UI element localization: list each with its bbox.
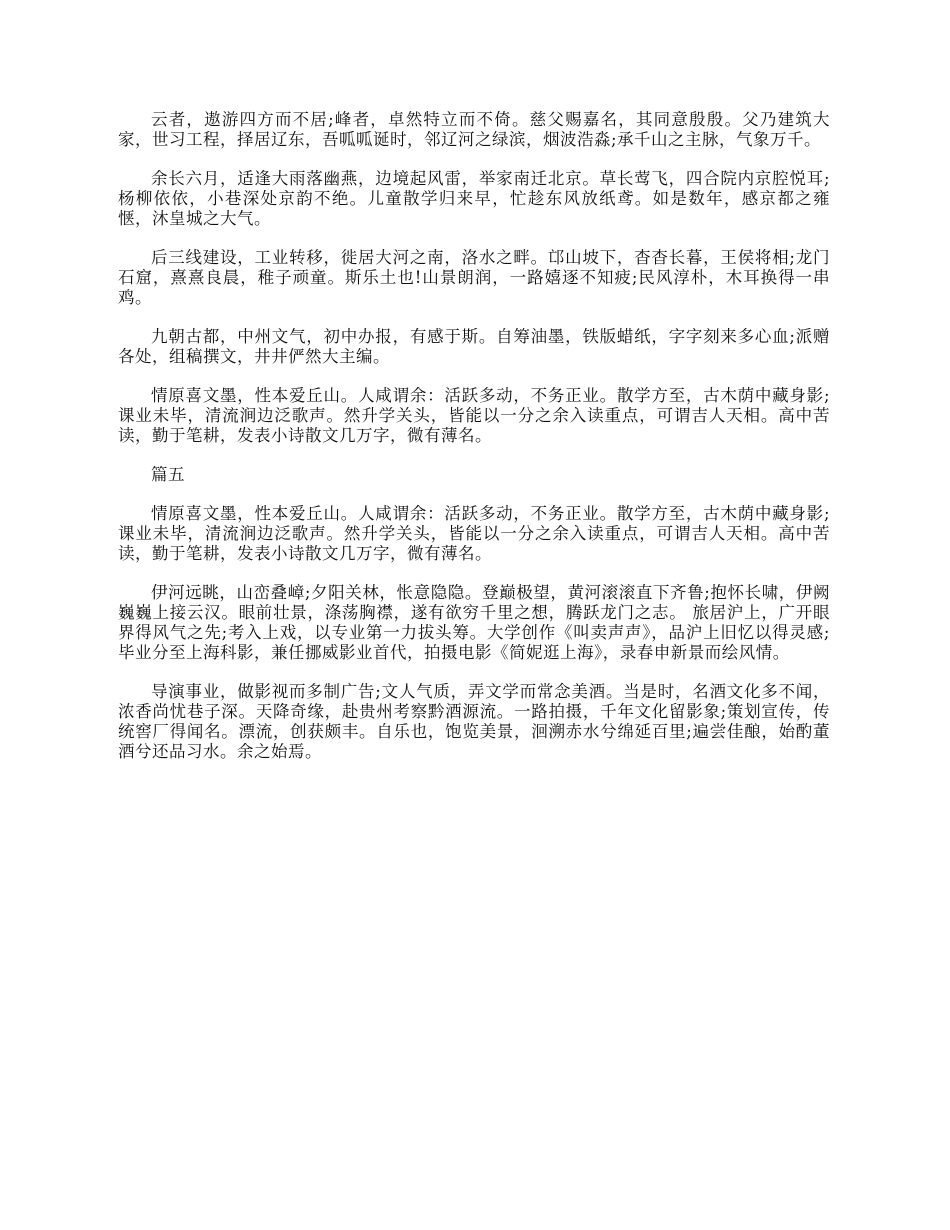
paragraph-2: 余长六月，适逢大雨落幽燕，边境起风雷，举家南迁北京。草长莺飞，四合院内京腔悦耳;杨柳依依，小巷深处京韵不绝。儿童散学归来早，忙趁东风放纸鸢。如是数年，感京都之雍惬，沐皇城之大气。 <box>118 169 830 228</box>
paragraph-1: 云者，遨游四方而不居;峰者，卓然特立而不倚。慈父赐嘉名，其同意殷殷。父乃建筑大家，世习工程，择居辽东，吾呱呱诞时，邻辽河之绿滨，烟波浩淼;承千山之主脉，气象万千。 <box>118 110 830 149</box>
section-heading: 篇五 <box>151 465 185 484</box>
paragraph-5: 情原喜文墨，性本爱丘山。人咸谓余：活跃多动，不务正业。散学方至，古木荫中藏身影;课业未毕，清流涧边泛歌声。然升学关头，皆能以一分之余入读重点，可谓吉人天相。高中苦读，勤于笔耕，发表小诗散文几万字，微有薄名。 <box>118 386 830 445</box>
paragraph-7: 伊河远眺，山峦叠嶂;夕阳关林，怅意隐隐。登巅极望，黄河滚滚直下齐鲁;抱怀长啸，伊阙巍巍上接云汉。眼前壮景，涤荡胸襟，遂有欲穷千里之想，腾跃龙门之志。 旅居沪上，广开眼界得风气之先;考入上戏，以专业第一力拔头筹。大学创作《叫卖声声》，品沪上旧忆以得灵感;毕业分至上海科影，兼任挪威影业首代，拍摄电影《简妮逛上海》，录春申新景而绘风情。 <box>118 583 830 662</box>
paragraph-6: 情原喜文墨，性本爱丘山。人咸谓余：活跃多动，不务正业。散学方至，古木荫中藏身影;课业未毕，清流涧边泛歌声。然升学关头，皆能以一分之余入读重点，可谓吉人天相。高中苦读，勤于笔耕，发表小诗散文几万字，微有薄名。 <box>118 504 830 563</box>
paragraph-3: 后三线建设，工业转移，徙居大河之南，洛水之畔。邙山坡下，杳杳长暮，王侯将相;龙门石窟，熹熹良晨，稚子顽童。斯乐土也!山景朗润，一路嬉逐不知疲;民风淳朴，木耳换得一串鸡。 <box>118 248 830 307</box>
paragraph-8: 导演事业，做影视而多制广告;文人气质，弄文学而常念美酒。当是时，名酒文化多不闻，浓香尚忧巷子深。天降奇缘，赴贵州考察黔酒源流。一路拍摄，千年文化留影象;策划宣传，传统窖厂得闻名。漂流，创获颇丰。自乐也，饱览美景，洄溯赤水兮绵延百里;遍尝佳酿，始酌董酒兮还品习水。余之始焉。 <box>118 682 830 761</box>
document-body <box>118 110 830 781</box>
paragraph-4: 九朝古都，中州文气，初中办报，有感于斯。自筹油墨，铁版蜡纸，字字刻来多心血;派赠各处，组稿撰文，井井俨然大主编。 <box>118 327 830 366</box>
